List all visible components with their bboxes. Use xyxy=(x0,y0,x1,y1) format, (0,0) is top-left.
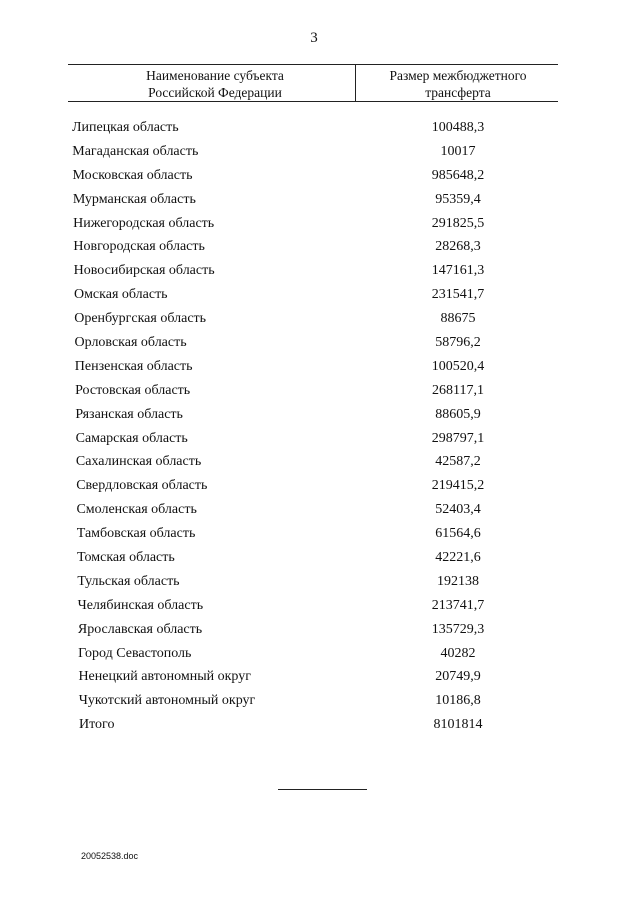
table-row xyxy=(0,713,640,737)
transfer-amount: 10186,8 xyxy=(435,693,481,709)
table-row xyxy=(0,594,640,618)
table-row xyxy=(0,259,640,283)
table-row xyxy=(0,307,640,331)
subject-name: Томская область xyxy=(77,550,175,566)
transfer-amount: 985648,2 xyxy=(431,167,485,183)
subject-name: Рязанская область xyxy=(75,406,183,422)
subject-name: Сахалинская область xyxy=(75,454,202,470)
transfer-amount: 95359,4 xyxy=(435,191,481,207)
transfer-amount: 298797,1 xyxy=(431,430,485,446)
subject-name: Липецкая область xyxy=(72,120,179,135)
page-number: 3 xyxy=(310,30,318,46)
subject-name: Челябинская область xyxy=(77,597,204,613)
transfer-amount: 42221,6 xyxy=(435,550,481,566)
subject-name: Тульская область xyxy=(77,573,180,589)
table-header-bottom-rule xyxy=(68,101,558,102)
transfer-amount: 88675 xyxy=(440,311,476,327)
table-row xyxy=(0,427,640,451)
table-row xyxy=(0,498,640,522)
table-row xyxy=(0,331,640,355)
transfer-amount: 52403,4 xyxy=(435,502,481,518)
transfer-amount: 88605,9 xyxy=(435,406,481,422)
subject-name: Ярославская область xyxy=(77,621,203,637)
subject-name: Чукотский автономный округ xyxy=(78,693,256,709)
header-transfer-amount-line-2: трансферта xyxy=(425,85,491,100)
table-header-top-rule xyxy=(68,64,558,65)
transfer-amount: 8101814 xyxy=(433,717,483,733)
table-row xyxy=(0,665,640,689)
document-file-id: 20052538.doc xyxy=(81,851,139,861)
table-header-column-divider xyxy=(355,64,356,101)
transfer-amount: 61564,6 xyxy=(435,526,481,542)
table-row xyxy=(0,689,640,713)
subject-name: Мурманская область xyxy=(72,191,196,207)
table-row xyxy=(0,450,640,474)
transfer-amount: 20749,9 xyxy=(435,669,481,685)
table-row xyxy=(0,235,640,259)
subject-name: Новосибирская область xyxy=(73,263,215,279)
transfer-amount: 291825,5 xyxy=(431,215,485,231)
closing-rule xyxy=(278,789,367,790)
transfer-amount: 100520,4 xyxy=(431,358,485,374)
transfer-amount: 10017 xyxy=(440,143,476,159)
table-row xyxy=(0,379,640,403)
transfer-amount: 268117,1 xyxy=(432,382,484,398)
transfer-amount: 147161,3 xyxy=(431,263,485,279)
subject-name: Самарская область xyxy=(75,430,188,446)
transfer-amount: 28268,3 xyxy=(435,239,481,255)
subject-name: Оренбургская область xyxy=(74,311,207,327)
table-row xyxy=(0,642,640,666)
subject-name: Тамбовская область xyxy=(76,526,196,542)
subject-name: Ненецкий автономный округ xyxy=(78,669,251,685)
subject-name: Пензенская область xyxy=(74,358,193,374)
transfer-amount: 100488,3 xyxy=(431,120,485,135)
table-body xyxy=(0,116,640,737)
header-transfer-amount-line-1: Размер межбюджетного xyxy=(389,68,527,83)
subject-name: Московская область xyxy=(72,167,193,183)
table-row xyxy=(0,188,640,212)
transfer-amount: 58796,2 xyxy=(435,335,481,351)
table-row xyxy=(0,116,640,140)
table-row xyxy=(0,474,640,498)
header-subject-name-line-1: Наименование субъекта xyxy=(146,68,284,83)
transfer-amount: 192138 xyxy=(437,573,479,589)
table-row xyxy=(0,522,640,546)
subject-name: Новгородская область xyxy=(73,239,205,255)
subject-name: Итого xyxy=(79,717,115,733)
transfer-amount: 135729,3 xyxy=(431,621,485,637)
transfer-amount: 231541,7 xyxy=(431,287,485,303)
transfer-amount: 219415,2 xyxy=(431,478,485,494)
table-row xyxy=(0,164,640,188)
transfer-amount: 40282 xyxy=(440,645,476,661)
header-transfer-amount xyxy=(358,67,558,101)
subject-name: Нижегородская область xyxy=(73,215,215,231)
table-row xyxy=(0,570,640,594)
subject-name: Орловская область xyxy=(74,335,187,351)
transfer-amount: 42587,2 xyxy=(435,454,481,470)
table-row xyxy=(0,283,640,307)
header-subject-name-line-2: Российской Федерации xyxy=(148,85,282,100)
transfer-amount: 213741,7 xyxy=(431,597,485,613)
table-row xyxy=(0,403,640,427)
subject-name: Ростовская область xyxy=(75,382,191,398)
subject-name: Город Севастополь xyxy=(78,645,192,661)
table-row xyxy=(0,546,640,570)
table-row xyxy=(0,140,640,164)
subject-name: Свердловская область xyxy=(76,478,208,494)
subject-name: Омская область xyxy=(73,287,168,303)
subject-name: Смоленская область xyxy=(76,502,197,518)
table-row xyxy=(0,212,640,236)
table-row xyxy=(0,355,640,379)
subject-name: Магаданская область xyxy=(72,143,199,159)
table-row xyxy=(0,618,640,642)
header-subject-name xyxy=(110,67,320,101)
